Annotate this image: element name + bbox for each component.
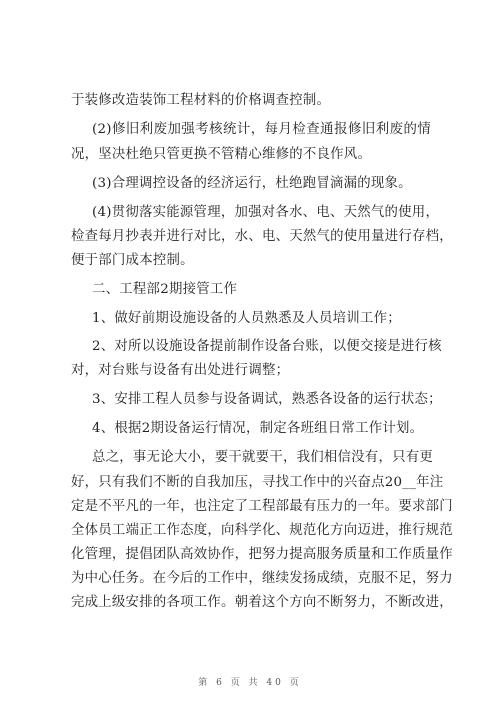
- text-line: 化管理，提倡团队高效协作，把努力提高服务质量和工作质量作: [71, 547, 453, 562]
- page-number-footer: 第 6 页 共 40 页: [198, 678, 302, 688]
- text-line: 完成上级安排的各项工作。朝着这个方向不断努力，不断改进，: [71, 595, 453, 610]
- text-line: 为中心任务。在今后的工作中，继续发扬成绩，克服不足，努力: [71, 571, 453, 586]
- text-line: 于装修改造装饰工程材料的价格调查控制。: [71, 93, 331, 108]
- list-item: 3、安排工程人员参与设备调试，熟悉各设备的运行状态；: [92, 392, 442, 407]
- list-item: 2、对所以设施设备提前制作设备台账，以便交接是进行核: [92, 339, 442, 354]
- text-line: 况，坚决杜绝只管更换不管精心维修的不良作风。: [71, 147, 372, 162]
- text-line: 定是不平凡的一年，也注定了工程部最有压力的一年。要求部门: [71, 499, 453, 514]
- text-line: (2)修旧利废加强考核统计，每月检查通报修旧利废的情: [92, 122, 431, 137]
- text-line: 全体员工端正工作态度，向科学化、规范化方向迈进，推行规范: [71, 523, 453, 538]
- text-line: (3)合理调控设备的经济运行，杜绝跑冒滴漏的现象。: [92, 176, 412, 191]
- text-line: 检查每月抄表并进行对比，水、电、天然气的使用量进行存档，: [71, 229, 453, 244]
- text-line: 好，只有我们不断的自我加压，寻找工作中的兴奋点20__年注: [71, 475, 444, 490]
- text-line: 总之，事无论大小，要干就要干，我们相信没有，只有更: [92, 450, 434, 465]
- text-line: 对，对台账与设备有出处进行调整；: [71, 363, 290, 378]
- section-heading: 二、工程部2期接管工作: [92, 282, 238, 297]
- text-line: 便于部门成本控制。: [71, 253, 194, 268]
- list-item: 1、做好前期设施设备的人员熟悉及人员培训工作；: [92, 311, 401, 326]
- text-line: (4)贯彻落实能源管理，加强对各水、电、天然气的使用，: [92, 205, 440, 220]
- list-item: 4、根据2期设备运行情况，制定各班组日常工作计划。: [92, 421, 424, 436]
